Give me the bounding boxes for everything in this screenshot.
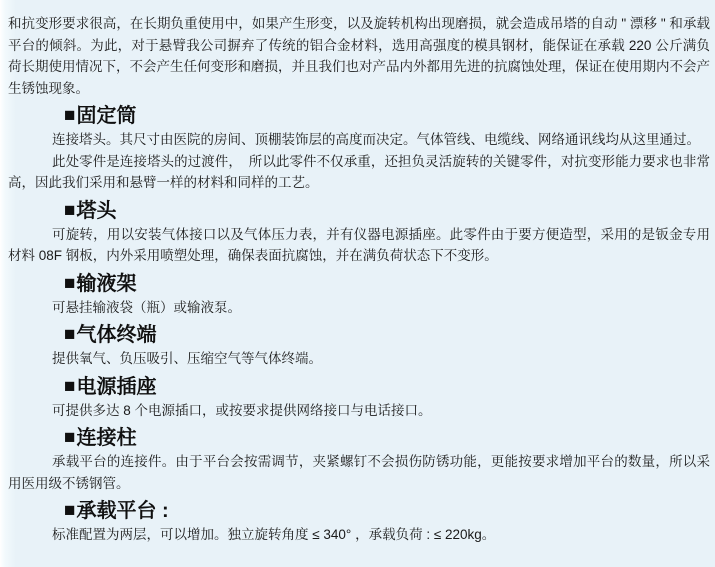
square-bullet-icon: ■ xyxy=(64,427,76,448)
square-bullet-icon: ■ xyxy=(64,199,76,221)
section-title-iv-pole xyxy=(64,273,710,296)
section-title-tower-head xyxy=(64,200,710,223)
square-bullet-icon: ■ xyxy=(64,375,76,397)
section-title-fixed-tube xyxy=(64,105,710,128)
section-title-text: 承载平台 : xyxy=(76,500,169,522)
section-title-text: 电源插座 xyxy=(76,375,157,398)
section-paragraph: 连接塔头。其尺寸由医院的房间、顶棚装饰层的高度而决定。气体管线、电缆线、网络通讯线均从这里通过。 xyxy=(52,132,700,147)
section-title-text: 连接柱 xyxy=(76,427,137,449)
section-gas-terminal xyxy=(8,324,710,370)
section-load-platform xyxy=(8,500,710,546)
section-paragraph: 承载平台的连接件。由于平台会按需调节，夹紧螺钉不会损伤防锈功能，更能按要求增加平台的数量，所以采用医用级不锈钢管。 xyxy=(8,454,710,491)
section-paragraph: 可提供多达 8 个电源插口，或按要求提供网络接口与电话接口。 xyxy=(52,402,432,418)
section-paragraph: 可悬挂输液袋（瓶）或输液泵。 xyxy=(52,299,241,315)
section-title-connecting-column xyxy=(64,427,710,450)
section-paragraph: 标准配置为两层，可以增加。独立旋转角度 ≤ 340° ，承载负荷 : ≤ 220kg。 xyxy=(52,527,496,542)
square-bullet-icon: ■ xyxy=(64,500,76,521)
section-paragraph: 此处零件是连接塔头的过渡件， 所以此零件不仅承重，还担负灵活旋转的关键零件，对抗变形能力要求也非常高，因此我们采用和悬臂一样的材料和同样的工艺。 xyxy=(8,153,710,190)
section-title-power-socket xyxy=(64,376,710,399)
section-paragraph: 可旋转，用以安装气体接口以及气体压力表，并有仪器电源插座。此零件由于要方便造型，采用的是钣金专用材料 08F 钢板，内外采用喷塑处理，确保表面抗腐蚀，并在满负荷状态下不变形。 xyxy=(8,226,710,263)
section-title-gas-terminal xyxy=(64,324,710,347)
section-title-text: 气体终端 xyxy=(76,324,157,346)
section-iv-pole xyxy=(8,273,710,319)
section-title-text: 塔头 xyxy=(76,199,117,222)
section-connecting-column xyxy=(8,427,710,494)
square-bullet-icon: ■ xyxy=(64,105,76,126)
section-fixed-tube xyxy=(8,105,710,194)
section-paragraph: 提供氧气、负压吸引、压缩空气等气体终端。 xyxy=(52,351,322,366)
square-bullet-icon: ■ xyxy=(64,324,76,345)
square-bullet-icon: ■ xyxy=(64,272,76,294)
section-title-text: 固定筒 xyxy=(76,105,137,127)
section-title-load-platform xyxy=(64,500,710,523)
section-tower-head xyxy=(8,200,710,267)
section-title-text: 输液架 xyxy=(76,272,137,295)
intro-paragraph: 和抗变形要求很高，在长期负重使用中，如果产生形变，以及旋转机构出现磨损，就会造成吊塔的自动 " 漂移 " 和承载平台的倾斜。为此，对于悬臂我公司摒弃了传统的铝合金材料，选用高强度的模具钢材，能保证在承载 220 公斤满负荷长期使用情况下，不会产生任何变形和磨损，并且我们也对产品内外都用先进的抗腐蚀处理，保证在使用期内不会产生锈蚀现象。 xyxy=(8,16,710,96)
section-power-socket xyxy=(8,376,710,422)
